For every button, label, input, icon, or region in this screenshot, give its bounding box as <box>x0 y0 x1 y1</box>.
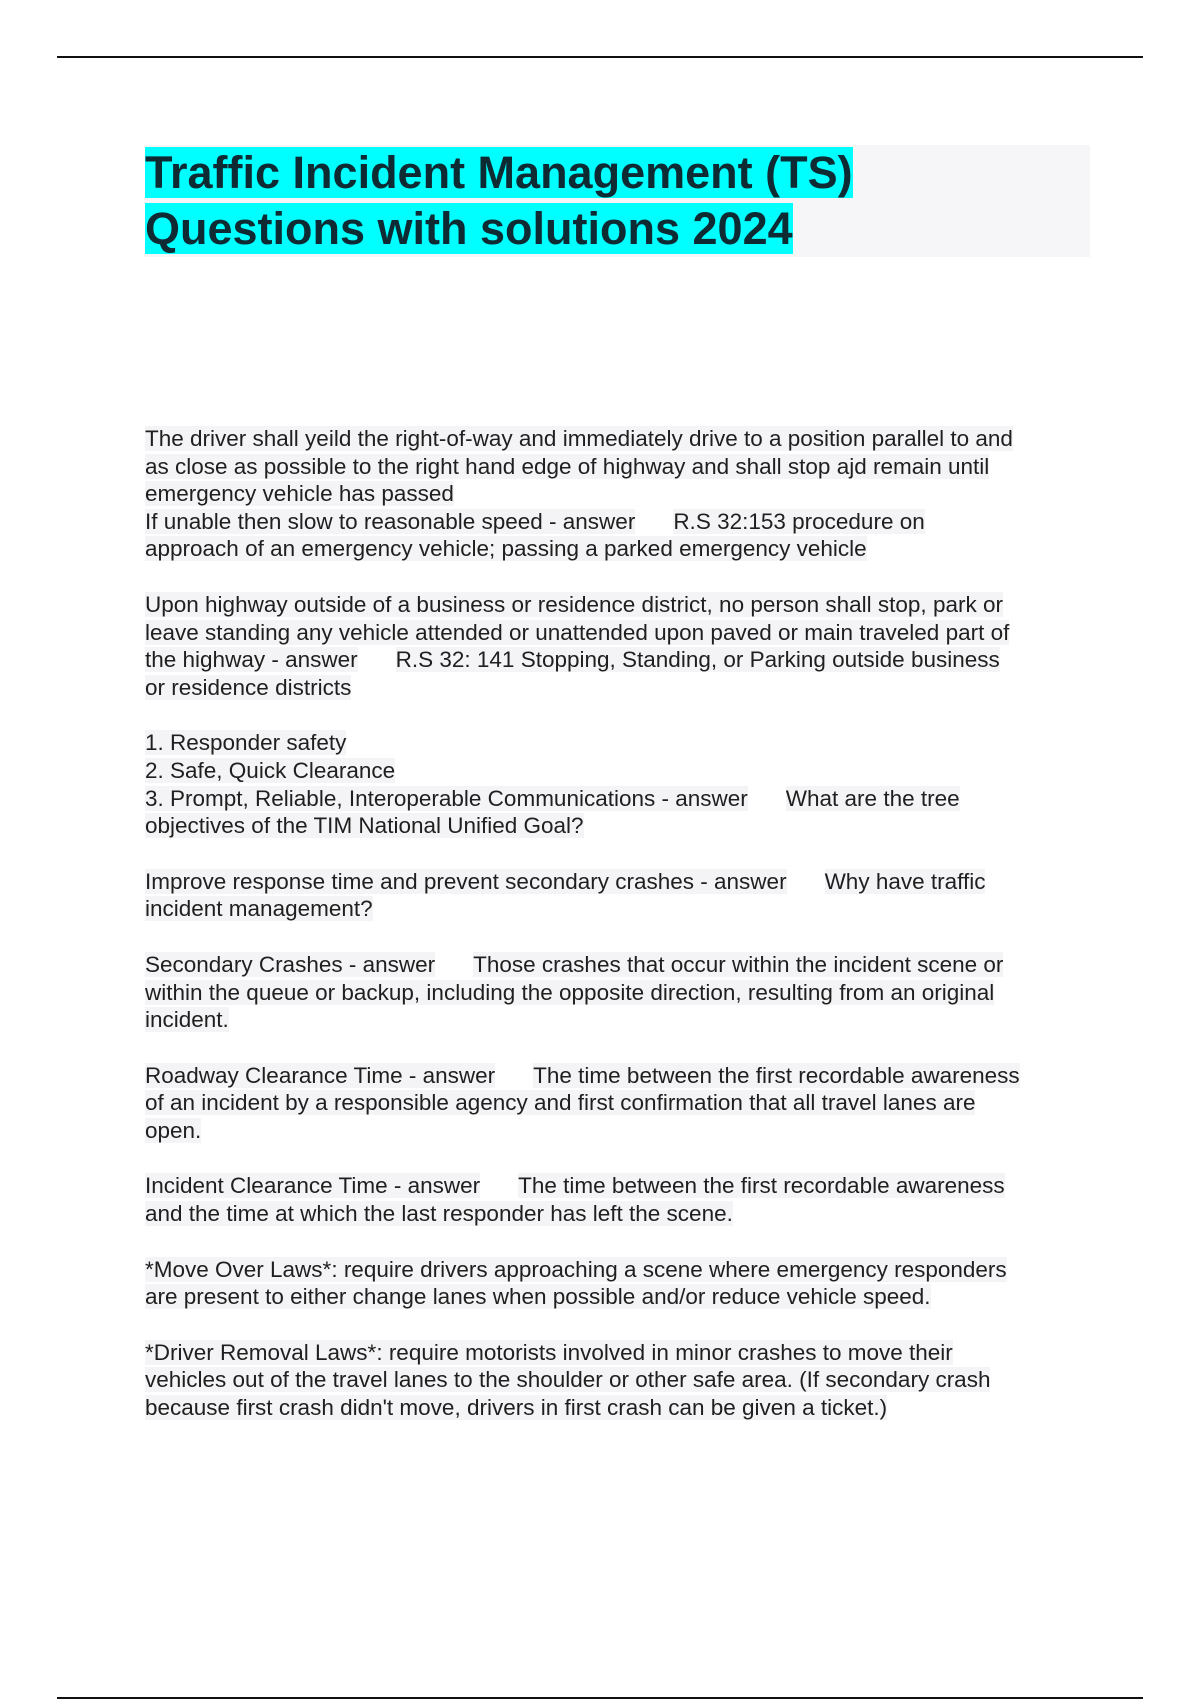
qa-line <box>145 535 1090 563</box>
qa-text-after-tab: What are the tree <box>785 785 960 811</box>
qa-text: 3. Prompt, Reliable, Interoperable Communications - answer <box>145 785 748 811</box>
qa-line <box>145 619 1090 647</box>
qa-line <box>145 1117 1090 1145</box>
qa-line <box>145 1089 1090 1117</box>
qa-text: objectives of the TIM National Unified Goal? <box>145 813 584 839</box>
qa-text: within the queue or backup, including the opposite direction, resulting from an original <box>145 979 995 1005</box>
title-line-1: Traffic Incident Management (TS) <box>145 147 853 198</box>
qa-text: approach of an emergency vehicle; passing a parked emergency vehicle <box>145 536 867 562</box>
qa-line <box>145 591 1090 619</box>
qa-line <box>145 812 1090 840</box>
title-block <box>145 145 1090 257</box>
title-line-2: Questions with solutions 2024 <box>145 203 793 254</box>
qa-line <box>145 1366 1090 1394</box>
qa-line <box>145 646 1090 674</box>
qa-text: open. <box>145 1117 202 1143</box>
bottom-rule <box>57 1697 1143 1699</box>
qa-text: the highway - answer <box>145 647 358 673</box>
qa-text-after-tab: The time between the first recordable awareness <box>533 1062 1020 1088</box>
qa-text: Improve response time and prevent secondary crashes - answer <box>145 868 787 894</box>
qa-line <box>145 508 1090 536</box>
qa-text: 2. Safe, Quick Clearance <box>145 757 396 783</box>
qa-line <box>145 1283 1090 1311</box>
qa-line <box>145 1256 1090 1284</box>
qa-text: The driver shall yeild the right-of-way and immediately drive to a position parallel to and <box>145 426 1013 451</box>
qa-text: If unable then slow to reasonable speed - answer <box>145 508 636 534</box>
qa-item <box>145 729 1090 839</box>
qa-text-after-tab: The time between the first recordable awareness <box>518 1173 1005 1199</box>
qa-item <box>145 425 1090 563</box>
qa-item <box>145 951 1090 1034</box>
qa-text: because first crash didn't move, drivers in first crash can be given a ticket.) <box>145 1395 888 1421</box>
document-title <box>145 145 1090 257</box>
qa-text: or residence districts <box>145 674 352 700</box>
qa-line <box>145 1200 1090 1228</box>
qa-line <box>145 425 1090 453</box>
qa-line <box>145 729 1090 757</box>
qa-text: are present to either change lanes when possible and/or reduce vehicle speed. <box>145 1284 931 1310</box>
qa-line <box>145 480 1090 508</box>
qa-line <box>145 951 1090 979</box>
qa-line <box>145 453 1090 481</box>
qa-item <box>145 1339 1090 1422</box>
qa-text-after-tab: R.S 32:153 procedure on <box>673 508 925 534</box>
qa-item <box>145 591 1090 701</box>
qa-text: *Move Over Laws*: require drivers approaching a scene where emergency responders <box>145 1256 1007 1282</box>
qa-line <box>145 1006 1090 1034</box>
qa-item <box>145 1172 1090 1227</box>
qa-text: of an incident by a responsible agency and first confirmation that all travel lanes are <box>145 1090 976 1116</box>
qa-item <box>145 868 1090 923</box>
qa-text: Roadway Clearance Time - answer <box>145 1062 496 1088</box>
qa-line <box>145 674 1090 702</box>
qa-text: Incident Clearance Time - answer <box>145 1173 481 1199</box>
qa-text: incident. <box>145 1007 229 1033</box>
qa-line <box>145 1339 1090 1367</box>
qa-item <box>145 1256 1090 1311</box>
qa-list <box>145 425 1090 1450</box>
qa-text-after-tab: Those crashes that occur within the incident scene or <box>473 951 1004 977</box>
qa-text: *Driver Removal Laws*: require motorists involved in minor crashes to move their <box>145 1339 953 1365</box>
qa-item <box>145 1062 1090 1145</box>
qa-line <box>145 1062 1090 1090</box>
qa-line <box>145 757 1090 785</box>
qa-line <box>145 785 1090 813</box>
qa-text: 1. Responder safety <box>145 730 347 756</box>
qa-line <box>145 868 1090 896</box>
qa-text: and the time at which the last responder has left the scene. <box>145 1201 733 1227</box>
qa-text: emergency vehicle has passed <box>145 481 454 507</box>
qa-text: as close as possible to the right hand edge of highway and shall stop ajd remain until <box>145 453 990 479</box>
qa-text-after-tab: R.S 32: 141 Stopping, Standing, or Parking outside business <box>395 647 1000 673</box>
qa-text: incident management? <box>145 896 373 922</box>
qa-line <box>145 1394 1090 1422</box>
top-rule <box>57 56 1143 58</box>
qa-text-after-tab: Why have traffic <box>824 868 986 894</box>
qa-text: Upon highway outside of a business or residence district, no person shall stop, park or <box>145 591 1003 617</box>
qa-text: vehicles out of the travel lanes to the shoulder or other safe area. (If secondary crash <box>145 1367 991 1393</box>
qa-line <box>145 979 1090 1007</box>
qa-line <box>145 1172 1090 1200</box>
qa-text: Secondary Crashes - answer <box>145 951 436 977</box>
qa-line <box>145 895 1090 923</box>
qa-text: leave standing any vehicle attended or unattended upon paved or main traveled part of <box>145 619 1010 645</box>
